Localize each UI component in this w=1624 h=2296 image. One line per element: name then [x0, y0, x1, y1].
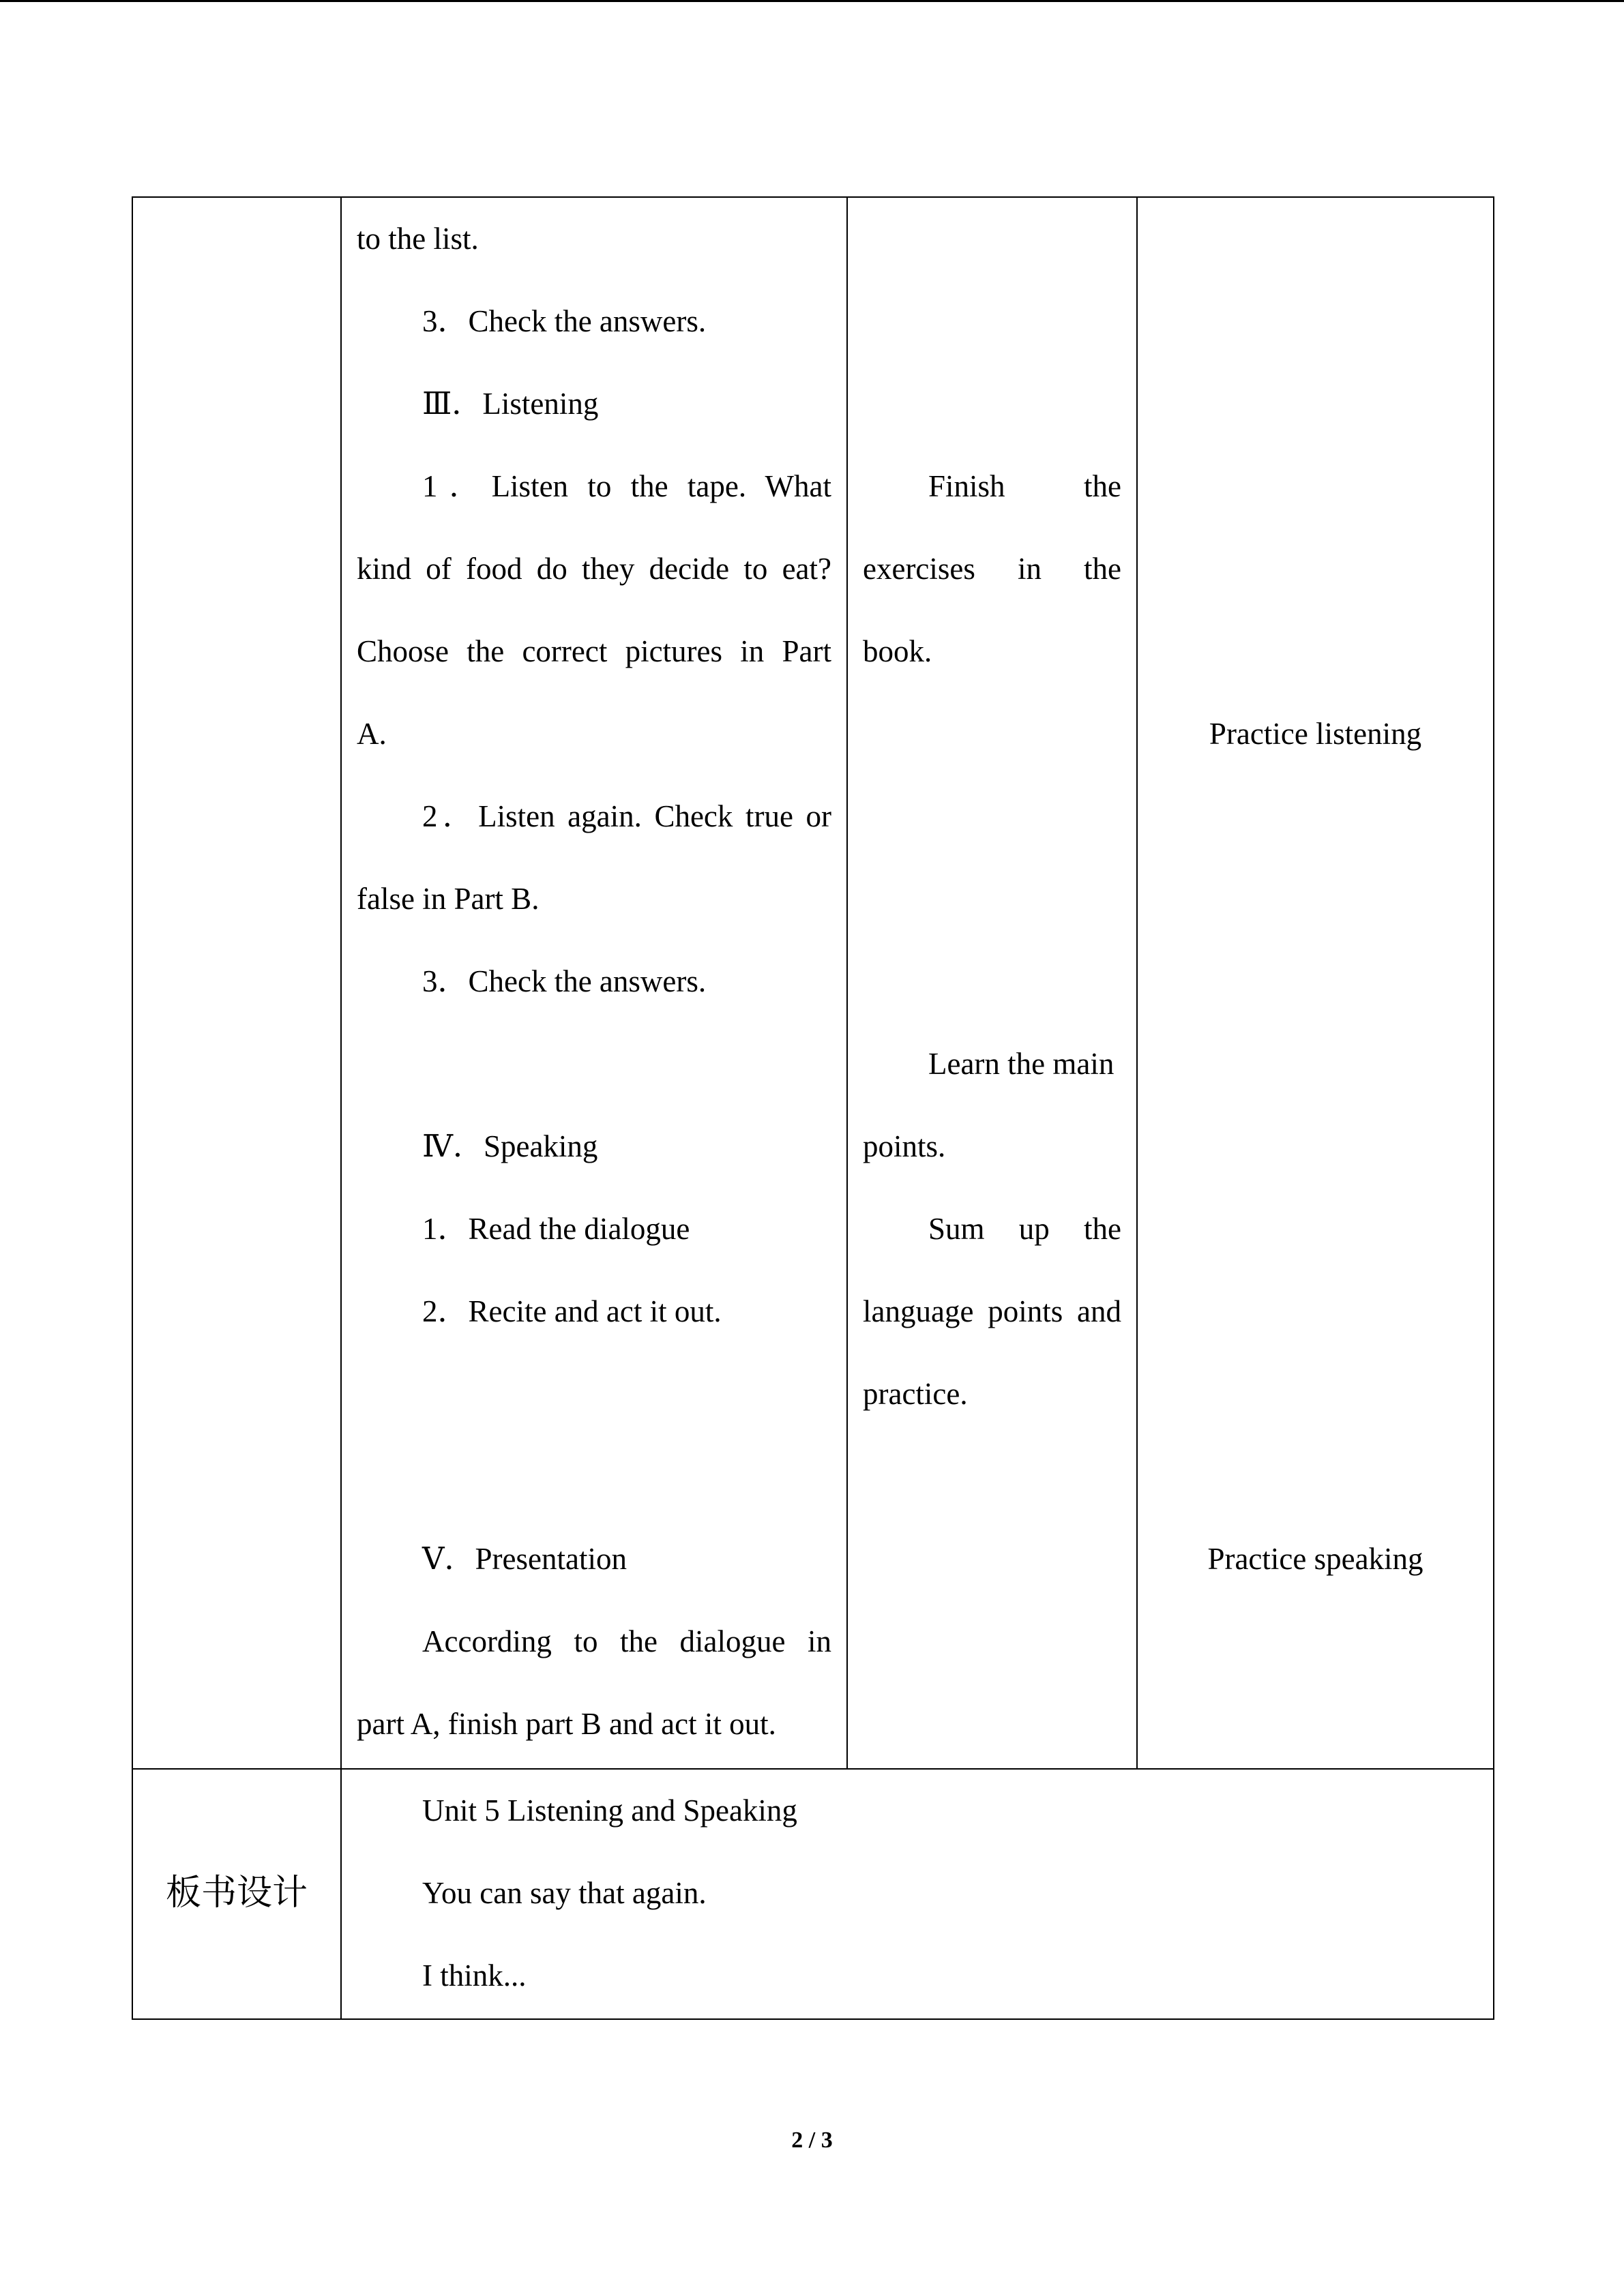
step-line: false in Part B.: [357, 882, 540, 916]
step-line: 2．Listen again. Check true or: [422, 799, 831, 833]
activity-line: language points and: [863, 1294, 1121, 1328]
lesson-plan-table: [132, 196, 1494, 2020]
step-line: part A, finish part B and act it out.: [357, 1707, 776, 1741]
step-line: 2．Recite and act it out.: [422, 1294, 722, 1328]
procedure-row: [132, 197, 1494, 1769]
top-border: [0, 0, 1624, 2]
step-line: According to the dialogue in: [422, 1624, 831, 1658]
board-design-content-cell: [341, 1769, 1494, 2019]
section-heading-presentation: Ⅴ．Presentation: [422, 1542, 627, 1576]
board-line: You can say that again.: [422, 1876, 707, 1910]
purpose-cell: [1137, 197, 1494, 1769]
activity-line: points.: [863, 1129, 946, 1163]
teaching-steps-cell: [341, 197, 847, 1769]
step-line: 3．Check the answers.: [422, 964, 707, 998]
activity-line: Learn the main: [928, 1047, 1114, 1081]
board-line: Unit 5 Listening and Speaking: [422, 1793, 797, 1828]
board-design-row: [132, 1769, 1494, 2019]
board-line: I think...: [422, 1958, 527, 1993]
step-line: 3．Check the answers.: [422, 304, 707, 338]
activity-line: exercises in the: [863, 552, 1121, 586]
activity-line: practice.: [863, 1377, 968, 1411]
step-line: kind of food do they decide to eat?: [357, 552, 831, 586]
step-line: A.: [357, 717, 387, 751]
activity-line: Finish the: [928, 469, 1121, 503]
activity-line: book.: [863, 634, 932, 668]
board-design-label-cell: [132, 1769, 341, 2019]
section-heading-speaking: Ⅳ．Speaking: [422, 1129, 598, 1163]
page-number: 2 / 3: [791, 2128, 833, 2153]
blank-label-cell: [132, 197, 341, 1769]
step-line: 1．Read the dialogue: [422, 1212, 690, 1246]
activity-line: Sum up the: [928, 1212, 1121, 1246]
step-line: 1．Listen to the tape. What: [422, 469, 831, 503]
step-line: Choose the correct pictures in Part: [357, 634, 831, 668]
student-activities-cell: [847, 197, 1137, 1769]
board-design-label: 板书设计: [165, 1873, 308, 1913]
section-heading-listening: Ⅲ．Listening: [422, 387, 599, 421]
purpose-listening: Practice listening: [1209, 717, 1422, 751]
step-line: to the list.: [357, 222, 479, 256]
purpose-speaking: Practice speaking: [1207, 1542, 1423, 1576]
